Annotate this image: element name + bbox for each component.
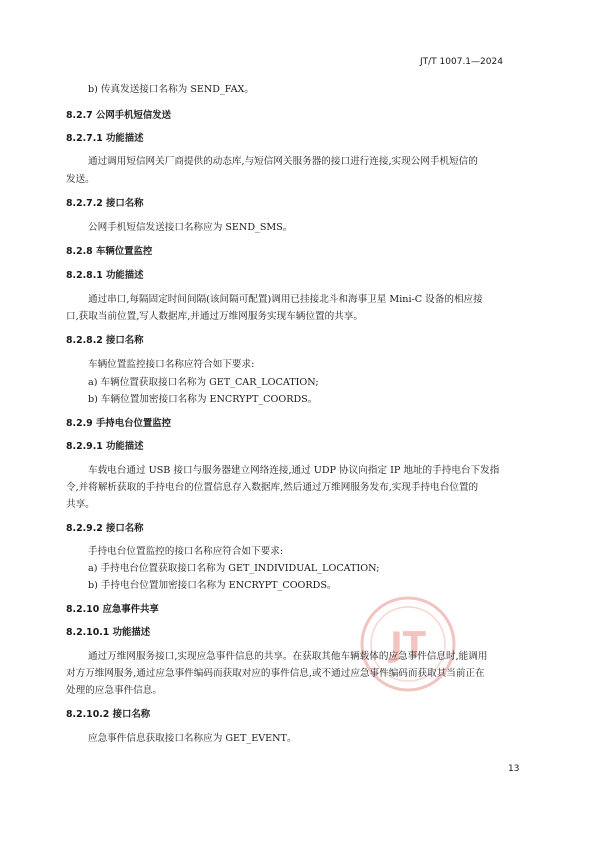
running-header: JT/T 1007.1—2024 xyxy=(420,57,503,67)
paragraph-line: 手持电台位置监控的接口名称应符合如下要求: xyxy=(88,546,284,557)
svg-text:JT: JT xyxy=(390,625,426,665)
list-item-fax-interface: b) 传真发送接口名称为 SEND_FAX。 xyxy=(88,84,254,95)
subsection-heading-8-2-8-2: 8.2.8.2 接口名称 xyxy=(66,335,144,346)
paragraph-line: 对方万维网服务,通过应急事件编码而获取对应的事件信息,或不通过应急事件编码而获取其当前正在 xyxy=(66,668,485,679)
list-item: b) 手持电台位置加密接口名称为 ENCRYPT_COORDS。 xyxy=(88,580,337,591)
subsection-heading-8-2-8-1: 8.2.8.1 功能描述 xyxy=(66,270,144,281)
section-heading-8-2-7: 8.2.7 公网手机短信发送 xyxy=(66,110,171,121)
paragraph-line: 令,并将解析获取的手持电台的位置信息存入数据库,然后通过万维网服务发布,实现手持电台位置的 xyxy=(66,482,479,493)
subsection-heading-8-2-10-2: 8.2.10.2 接口名称 xyxy=(66,709,151,720)
subsection-heading-8-2-9-1: 8.2.9.1 功能描述 xyxy=(66,441,144,452)
section-heading-8-2-9: 8.2.9 手持电台位置监控 xyxy=(66,418,171,429)
paragraph-line: 公网手机短信发送接口名称应为 SEND_SMS。 xyxy=(88,222,293,233)
paragraph-line: 车载电台通过 USB 接口与服务器建立网络连接,通过 UDP 协议向指定 IP 地址的手持电台下发指 xyxy=(88,465,500,476)
paragraph-line: 通过调用短信网关厂商提供的动态库,与短信网关服务器的接口进行连接,实现公网手机短信的 xyxy=(88,156,478,167)
list-item: b) 车辆位置加密接口名称为 ENCRYPT_COORDS。 xyxy=(88,394,318,405)
section-heading-8-2-8: 8.2.8 车辆位置监控 xyxy=(66,246,153,257)
paragraph-line: 发送。 xyxy=(66,174,95,185)
subsection-heading-8-2-9-2: 8.2.9.2 接口名称 xyxy=(66,523,144,534)
paragraph-line: 车辆位置监控接口名称应符合如下要求: xyxy=(88,359,255,370)
page-number: 13 xyxy=(508,764,520,774)
paragraph-line: 通过万维网服务接口,实现应急事件信息的共享。在获取其他车辆载体的应急事件信息时,能调用 xyxy=(88,651,488,662)
paragraph-line: 口,获取当前位置,写人数据库,并通过万维网服务实现车辆位置的共享。 xyxy=(66,311,363,322)
list-item: a) 手持电台位置获取接口名称为 GET_INDIVIDUAL_LOCATION; xyxy=(88,563,380,574)
subsection-heading-8-2-7-1: 8.2.7.1 功能描述 xyxy=(66,133,144,144)
paragraph-line: 共享。 xyxy=(66,499,95,510)
subsection-heading-8-2-7-2: 8.2.7.2 接口名称 xyxy=(66,198,144,209)
subsection-heading-8-2-10-1: 8.2.10.1 功能描述 xyxy=(66,627,151,638)
paragraph-line: 处理的应急事件信息。 xyxy=(66,685,162,696)
paragraph-line: 通过串口,每隔固定时间间隔(该间隔可配置)调用已挂接北斗和海事卫星 Mini-C 设备的相应接 xyxy=(88,294,483,305)
list-item: a) 车辆位置获取接口名称为 GET_CAR_LOCATION; xyxy=(88,377,319,388)
paragraph-line: 应急事件信息获取接口名称应为 GET_EVENT。 xyxy=(88,733,297,744)
section-heading-8-2-10: 8.2.10 应急事件共享 xyxy=(66,604,159,615)
jt-watermark-seal xyxy=(356,592,460,696)
